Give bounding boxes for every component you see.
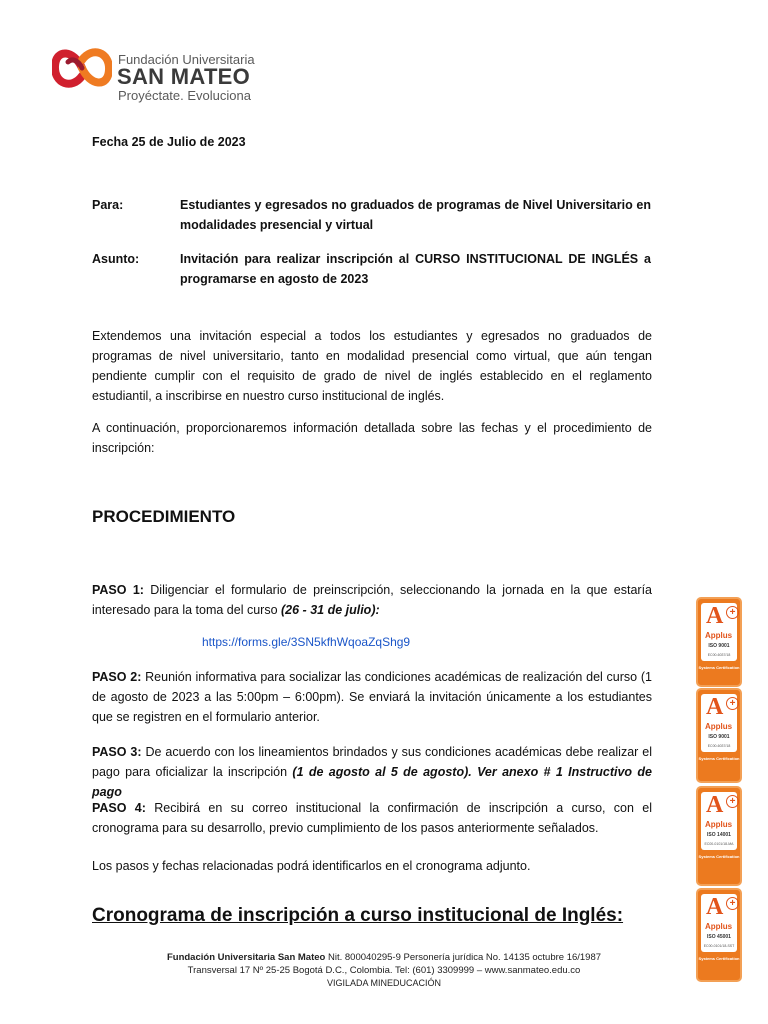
plus-circle-icon: + bbox=[726, 697, 739, 710]
para-label: Para: bbox=[92, 198, 124, 212]
applus-logo-icon: A bbox=[706, 603, 724, 629]
letter-date: Fecha 25 de Julio de 2023 bbox=[92, 135, 246, 149]
certification-badge: A + Applus ISO 9001 EC00-6037/18 Systems Certification bbox=[696, 688, 742, 783]
logo-tagline: Proyéctate. Evoluciona bbox=[118, 88, 251, 103]
certification-badge: A + Applus ISO 9001 EC00-6037/18 Systems Certification bbox=[696, 597, 742, 687]
step-1-label: PASO 1: bbox=[92, 583, 144, 597]
step-3-dates: (1 de agosto al 5 de agosto). bbox=[292, 765, 472, 779]
step-2-text: Reunión informativa para socializar las condiciones académicas de realización del curso (1 de agosto de 2023 a las 5:00pm – 6:00pm). Se enviará la invitación únicamente a los estudiantes que se registren en el formulario anterior. bbox=[92, 670, 652, 724]
footer-address: Transversal 17 Nº 25-25 Bogotá D.C., Colombia. Tel: (601) 3309999 – www.sanmateo.edu.co bbox=[187, 965, 581, 976]
university-logo-icon bbox=[52, 40, 112, 96]
preinscription-form-link[interactable]: https://forms.gle/3SN5kfhWqoaZqShg9 bbox=[202, 635, 411, 649]
step-1 bbox=[92, 580, 652, 620]
step-2 bbox=[92, 667, 652, 727]
step-2-label: PASO 2: bbox=[92, 670, 142, 684]
cronograma-title: Cronograma de inscripción a curso institucional de Inglés: bbox=[92, 905, 624, 926]
plus-circle-icon: + bbox=[726, 606, 739, 619]
logo-text-line1: Fundación Universitaria bbox=[118, 52, 255, 67]
certification-badge: A + Applus ISO 45001 EC00-0101/18-SST Systems Certification bbox=[696, 888, 742, 982]
footer-vigilada: VIGILADA MINEDUCACIÓN bbox=[326, 978, 442, 988]
asunto-label: Asunto: bbox=[92, 252, 140, 266]
steps-note: Los pasos y fechas relacionadas podrá identificarlos en el cronograma adjunto. bbox=[92, 859, 531, 873]
certification-badge: A + Applus ISO 14001 EC00-0101/18-MA Systems Certification bbox=[696, 786, 742, 886]
logo-text-name: SAN MATEO bbox=[117, 64, 251, 89]
step-3-text: De acuerdo con los lineamientos brindados y sus condiciones académicas debe realizar el pago para oficializar la inscripción bbox=[92, 745, 652, 779]
step-1-text: Diligenciar el formulario de preinscripción, seleccionando la jornada en la que estaría interesado para la toma del curso bbox=[92, 583, 652, 617]
body-paragraph-2: A continuación, proporcionaremos información detallada sobre las fechas y el procedimiento de inscripción: bbox=[92, 421, 652, 455]
footer-org: Fundación Universitaria San Mateo bbox=[166, 952, 326, 963]
step-3 bbox=[92, 742, 652, 802]
step-4-label: PASO 4: bbox=[92, 801, 146, 815]
applus-logo-icon: A bbox=[706, 694, 724, 720]
applus-logo-icon: A bbox=[706, 792, 724, 818]
footer-legal: Nit. 800040295-9 Personería jurídica No. 14135 octubre 16/1987 bbox=[327, 952, 602, 963]
applus-logo-icon: A bbox=[706, 894, 724, 920]
step-3-annex: Ver anexo # 1 Instructivo de pago bbox=[92, 765, 652, 799]
plus-circle-icon: + bbox=[726, 795, 739, 808]
step-4 bbox=[92, 798, 652, 838]
step-4-text: Recibirá en su correo institucional la confirmación de inscripción a curso, con el cronograma para su desarrollo, previo cumplimiento de los pasos anteriormente señalados. bbox=[92, 801, 652, 835]
step-1-dates: (26 - 31 de julio): bbox=[281, 603, 380, 617]
plus-circle-icon: + bbox=[726, 897, 739, 910]
procedure-heading: PROCEDIMIENTO bbox=[92, 507, 236, 526]
footer-line-1 bbox=[0, 952, 768, 963]
step-3-label: PASO 3: bbox=[92, 745, 142, 759]
para-text: Estudiantes y egresados no graduados de programas de Nivel Universitario en modalidades presencial y virtual bbox=[180, 198, 651, 232]
asunto-text: Invitación para realizar inscripción al CURSO INSTITUCIONAL DE INGLÉS a programarse en agosto de 2023 bbox=[180, 252, 651, 286]
body-paragraph-1: Extendemos una invitación especial a todos los estudiantes y egresados no graduados de programas de nivel universitario, tanto en modalidad presencial como virtual, que aún tengan pendiente cumplir con el requisito de grado de nivel de inglés establecido en el reglamento estudiantil, a inscribirse en nuestro curso institucional de inglés. bbox=[92, 329, 652, 403]
